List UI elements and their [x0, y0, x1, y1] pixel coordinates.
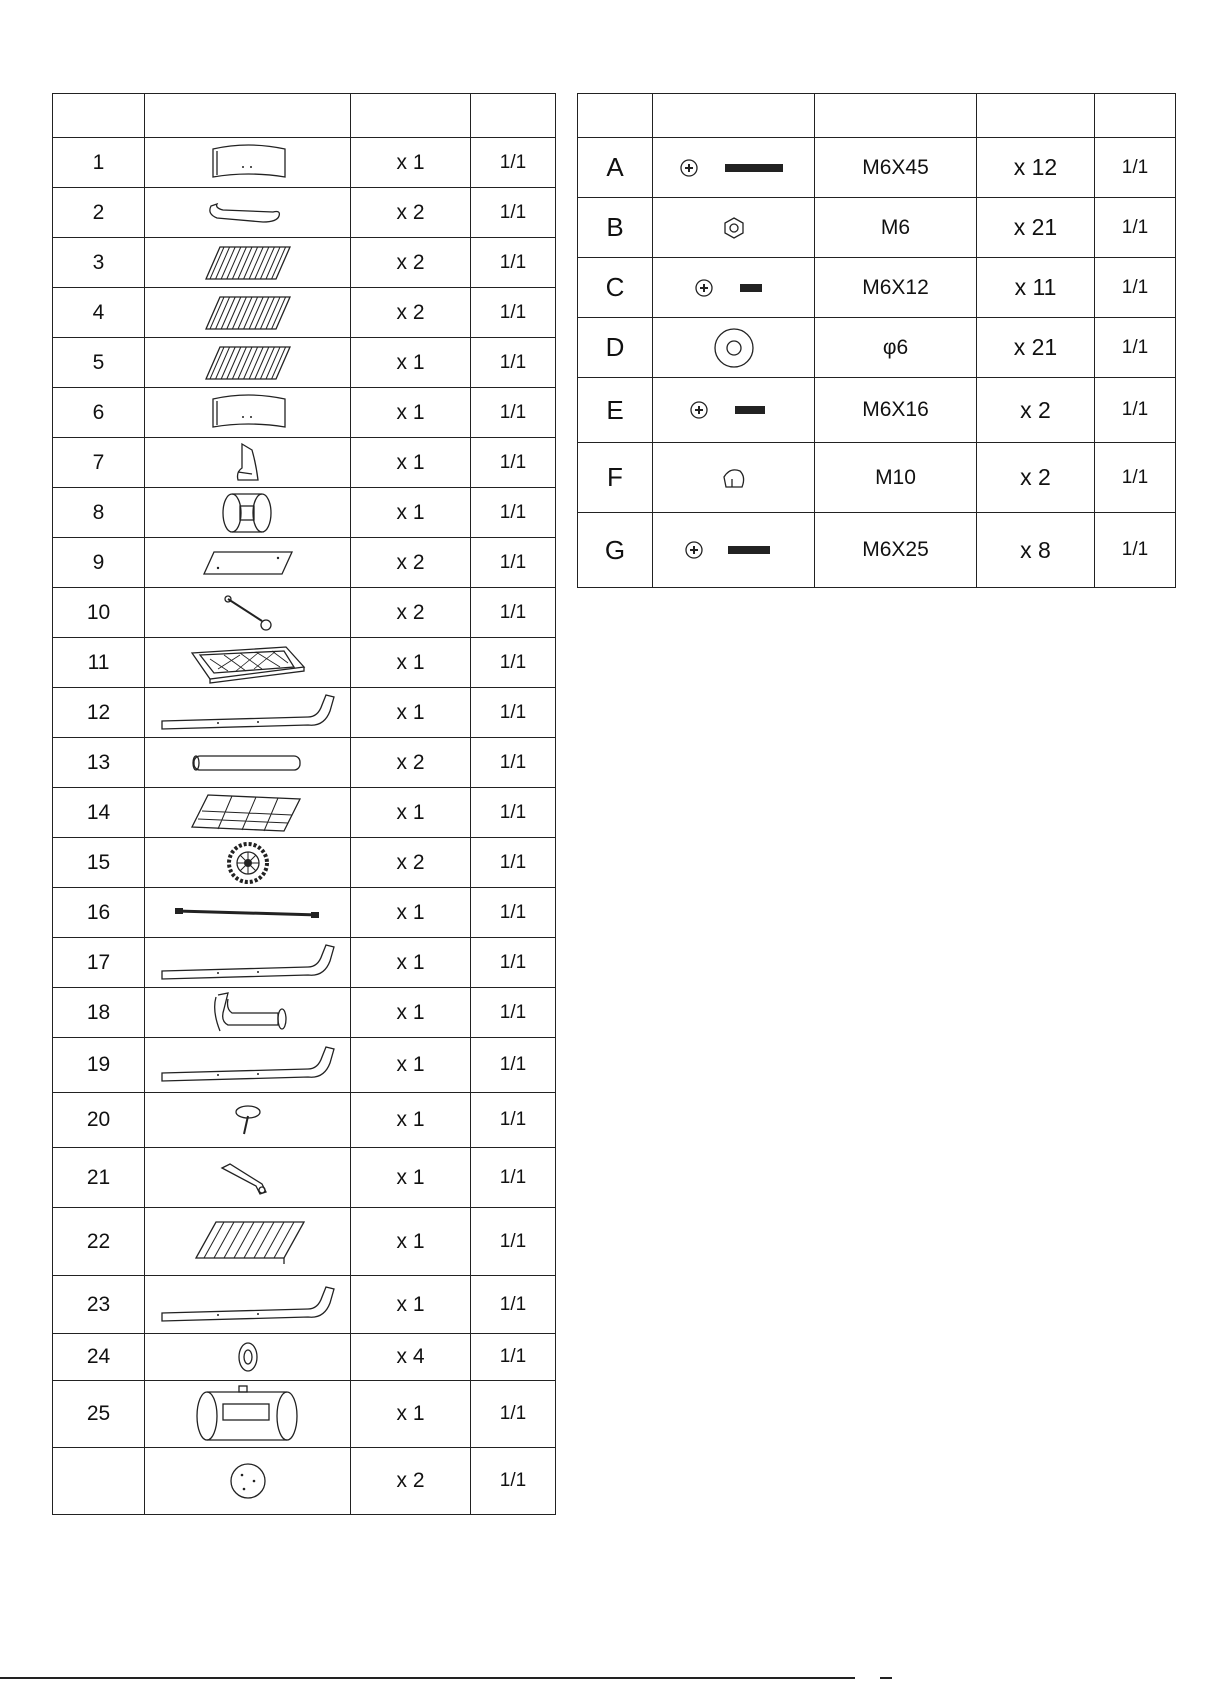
header-cell — [471, 94, 556, 138]
part-image-cell — [145, 488, 351, 538]
part-image-cell — [145, 688, 351, 738]
part-quantity: x 1 — [351, 988, 471, 1038]
hardware-letter: A — [578, 138, 653, 198]
table-row — [53, 938, 556, 988]
hardware-quantity: x 21 — [977, 318, 1095, 378]
table-row — [578, 138, 1176, 198]
part-number: 19 — [53, 1038, 145, 1093]
part-ratio: 1/1 — [471, 1448, 556, 1515]
parts-table — [52, 93, 556, 1515]
part-image-cell — [145, 888, 351, 938]
part-ratio: 1/1 — [471, 1093, 556, 1148]
table-row — [53, 638, 556, 688]
grate-icon — [145, 343, 350, 383]
part-number: 15 — [53, 838, 145, 888]
part-quantity: x 1 — [351, 938, 471, 988]
hardware-spec: M6X12 — [815, 258, 977, 318]
part-image-cell — [145, 438, 351, 488]
table-row — [53, 1334, 556, 1381]
hardware-spec: M6X25 — [815, 513, 977, 588]
table-row — [578, 378, 1176, 443]
part-number: 10 — [53, 588, 145, 638]
charcoal-tray-icon — [145, 641, 350, 685]
table-row — [53, 488, 556, 538]
part-number: 3 — [53, 238, 145, 288]
part-ratio: 1/1 — [471, 688, 556, 738]
table-row — [53, 1208, 556, 1276]
part-quantity: x 1 — [351, 1093, 471, 1148]
hardware-letter: B — [578, 198, 653, 258]
part-ratio: 1/1 — [471, 1276, 556, 1334]
part-quantity: x 2 — [351, 288, 471, 338]
part-image-cell — [145, 638, 351, 688]
washer-icon — [653, 326, 814, 370]
part-image-cell — [145, 838, 351, 888]
part-quantity: x 1 — [351, 688, 471, 738]
hardware-table — [577, 93, 1176, 588]
part-image-cell — [653, 198, 815, 258]
table-row — [53, 1148, 556, 1208]
part-quantity: x 1 — [351, 888, 471, 938]
hardware-ratio: 1/1 — [1095, 513, 1176, 588]
part-number: 8 — [53, 488, 145, 538]
part-ratio: 1/1 — [471, 1208, 556, 1276]
part-image-cell — [145, 1093, 351, 1148]
hardware-quantity: x 8 — [977, 513, 1095, 588]
part-ratio: 1/1 — [471, 238, 556, 288]
table-row — [578, 513, 1176, 588]
part-ratio: 1/1 — [471, 638, 556, 688]
part-quantity: x 1 — [351, 438, 471, 488]
hardware-quantity: x 12 — [977, 138, 1095, 198]
lid-panel-icon — [145, 143, 350, 183]
part-quantity: x 1 — [351, 1208, 471, 1276]
part-image-cell — [145, 1276, 351, 1334]
part-image-cell — [145, 238, 351, 288]
part-image-cell — [145, 1381, 351, 1448]
table-row — [53, 338, 556, 388]
part-ratio: 1/1 — [471, 988, 556, 1038]
table-row — [53, 588, 556, 638]
hardware-spec: M6 — [815, 198, 977, 258]
part-number: 12 — [53, 688, 145, 738]
table-row — [53, 838, 556, 888]
leg-tube-icon — [145, 1285, 350, 1325]
leg-tube-icon — [145, 943, 350, 983]
header-cell — [653, 94, 815, 138]
leg-tube-icon — [145, 693, 350, 733]
table-row — [53, 688, 556, 738]
part-ratio: 1/1 — [471, 1038, 556, 1093]
table-row — [53, 538, 556, 588]
grate-icon — [145, 243, 350, 283]
part-number — [53, 1448, 145, 1515]
hardware-quantity: x 21 — [977, 198, 1095, 258]
part-number: 11 — [53, 638, 145, 688]
plate-icon — [145, 548, 350, 578]
part-image-cell — [145, 1148, 351, 1208]
part-number: 24 — [53, 1334, 145, 1381]
hardware-quantity: x 11 — [977, 258, 1095, 318]
header-cell — [145, 94, 351, 138]
table-row — [53, 438, 556, 488]
chimney-icon — [145, 991, 350, 1035]
header-cell — [578, 94, 653, 138]
part-number: 4 — [53, 288, 145, 338]
wheel-icon — [145, 841, 350, 885]
part-ratio: 1/1 — [471, 938, 556, 988]
part-quantity: x 1 — [351, 1276, 471, 1334]
table-row — [578, 198, 1176, 258]
part-number: 16 — [53, 888, 145, 938]
part-ratio: 1/1 — [471, 1334, 556, 1381]
hardware-ratio: 1/1 — [1095, 198, 1176, 258]
part-image-cell — [145, 388, 351, 438]
part-quantity: x 1 — [351, 638, 471, 688]
part-image-cell — [145, 788, 351, 838]
table-row — [53, 988, 556, 1038]
part-quantity: x 4 — [351, 1334, 471, 1381]
header-cell — [815, 94, 977, 138]
part-quantity: x 1 — [351, 138, 471, 188]
part-ratio: 1/1 — [471, 338, 556, 388]
table-row — [53, 1381, 556, 1448]
part-image-cell — [145, 1334, 351, 1381]
hardware-ratio: 1/1 — [1095, 258, 1176, 318]
grate-icon — [145, 293, 350, 333]
part-ratio: 1/1 — [471, 188, 556, 238]
part-ratio: 1/1 — [471, 288, 556, 338]
part-image-cell — [145, 1448, 351, 1515]
part-image-cell — [653, 258, 815, 318]
axle-icon — [145, 905, 350, 921]
part-quantity: x 2 — [351, 188, 471, 238]
part-quantity: x 1 — [351, 388, 471, 438]
table-row — [53, 388, 556, 438]
table-row — [53, 788, 556, 838]
parts-header-row — [53, 94, 556, 138]
leg-tube-icon — [145, 1045, 350, 1085]
header-cell — [351, 94, 471, 138]
shelf-grid-icon — [145, 791, 350, 835]
header-cell — [53, 94, 145, 138]
hardware-quantity: x 2 — [977, 443, 1095, 513]
cap-nut-icon — [653, 465, 814, 491]
part-image-cell — [653, 378, 815, 443]
short-bolt-icon — [653, 278, 814, 298]
part-image-cell — [145, 738, 351, 788]
rack-icon — [145, 1218, 350, 1266]
part-image-cell — [653, 138, 815, 198]
part-quantity: x 2 — [351, 588, 471, 638]
table-row — [53, 188, 556, 238]
hardware-ratio: 1/1 — [1095, 443, 1176, 513]
part-quantity: x 2 — [351, 238, 471, 288]
part-image-cell — [145, 938, 351, 988]
part-ratio: 1/1 — [471, 1148, 556, 1208]
lever-icon — [145, 1158, 350, 1198]
lid-panel-icon — [145, 393, 350, 433]
part-ratio: 1/1 — [471, 838, 556, 888]
table-row — [53, 288, 556, 338]
part-image-cell — [653, 443, 815, 513]
tube-icon — [145, 750, 350, 776]
table-row — [53, 238, 556, 288]
part-image-cell — [145, 538, 351, 588]
long-bolt-icon — [653, 158, 814, 178]
firebox-icon — [145, 490, 350, 536]
part-ratio: 1/1 — [471, 1381, 556, 1448]
table-row — [578, 258, 1176, 318]
bracket-icon — [145, 442, 350, 484]
hardware-ratio: 1/1 — [1095, 378, 1176, 443]
table-row — [53, 1448, 556, 1515]
part-quantity: x 1 — [351, 1381, 471, 1448]
hardware-header-row — [578, 94, 1176, 138]
part-image-cell — [145, 588, 351, 638]
part-quantity: x 1 — [351, 338, 471, 388]
footer-rule — [0, 1677, 855, 1679]
hardware-spec: φ6 — [815, 318, 977, 378]
handle-icon — [145, 198, 350, 228]
part-image-cell — [653, 513, 815, 588]
part-image-cell — [145, 1038, 351, 1093]
part-number: 14 — [53, 788, 145, 838]
part-ratio: 1/1 — [471, 388, 556, 438]
table-row — [53, 1038, 556, 1093]
part-quantity: x 1 — [351, 488, 471, 538]
hardware-letter: E — [578, 378, 653, 443]
part-quantity: x 2 — [351, 738, 471, 788]
hardware-quantity: x 2 — [977, 378, 1095, 443]
part-quantity: x 1 — [351, 1148, 471, 1208]
table-row — [53, 1276, 556, 1334]
nut-icon — [653, 217, 814, 239]
part-ratio: 1/1 — [471, 138, 556, 188]
part-number: 17 — [53, 938, 145, 988]
part-number: 5 — [53, 338, 145, 388]
hardware-spec: M10 — [815, 443, 977, 513]
part-number: 20 — [53, 1093, 145, 1148]
footer-mark — [880, 1677, 892, 1679]
bolt-icon — [653, 540, 814, 560]
part-image-cell — [653, 318, 815, 378]
part-ratio: 1/1 — [471, 538, 556, 588]
part-quantity: x 1 — [351, 1038, 471, 1093]
part-image-cell — [145, 288, 351, 338]
part-image-cell — [145, 988, 351, 1038]
part-image-cell — [145, 188, 351, 238]
part-quantity: x 2 — [351, 538, 471, 588]
hardware-ratio: 1/1 — [1095, 318, 1176, 378]
header-cell — [977, 94, 1095, 138]
damper-disc-icon — [145, 1459, 350, 1503]
medium-bolt-icon — [653, 400, 814, 420]
part-number: 13 — [53, 738, 145, 788]
part-image-cell — [145, 338, 351, 388]
part-number: 21 — [53, 1148, 145, 1208]
hardware-ratio: 1/1 — [1095, 138, 1176, 198]
hook-icon — [145, 593, 350, 633]
hardware-spec: M6X45 — [815, 138, 977, 198]
table-row — [53, 738, 556, 788]
table-row — [578, 443, 1176, 513]
part-quantity: x 2 — [351, 1448, 471, 1515]
hardware-letter: C — [578, 258, 653, 318]
part-number: 22 — [53, 1208, 145, 1276]
part-number: 23 — [53, 1276, 145, 1334]
part-number: 2 — [53, 188, 145, 238]
hardware-letter: F — [578, 443, 653, 513]
barrel-icon — [145, 1384, 350, 1444]
table-row — [53, 138, 556, 188]
part-quantity: x 1 — [351, 788, 471, 838]
table-row — [578, 318, 1176, 378]
part-number: 1 — [53, 138, 145, 188]
part-number: 7 — [53, 438, 145, 488]
part-image-cell — [145, 138, 351, 188]
part-quantity: x 2 — [351, 838, 471, 888]
part-number: 18 — [53, 988, 145, 1038]
hardware-letter: D — [578, 318, 653, 378]
hardware-spec: M6X16 — [815, 378, 977, 443]
part-ratio: 1/1 — [471, 588, 556, 638]
part-ratio: 1/1 — [471, 788, 556, 838]
part-number: 9 — [53, 538, 145, 588]
part-number: 6 — [53, 388, 145, 438]
part-ratio: 1/1 — [471, 488, 556, 538]
part-ratio: 1/1 — [471, 438, 556, 488]
hardware-letter: G — [578, 513, 653, 588]
header-cell — [1095, 94, 1176, 138]
part-number: 25 — [53, 1381, 145, 1448]
part-image-cell — [145, 1208, 351, 1276]
table-row — [53, 888, 556, 938]
cap-icon — [145, 1340, 350, 1374]
part-ratio: 1/1 — [471, 888, 556, 938]
part-ratio: 1/1 — [471, 738, 556, 788]
damper-knob-icon — [145, 1102, 350, 1138]
table-row — [53, 1093, 556, 1148]
